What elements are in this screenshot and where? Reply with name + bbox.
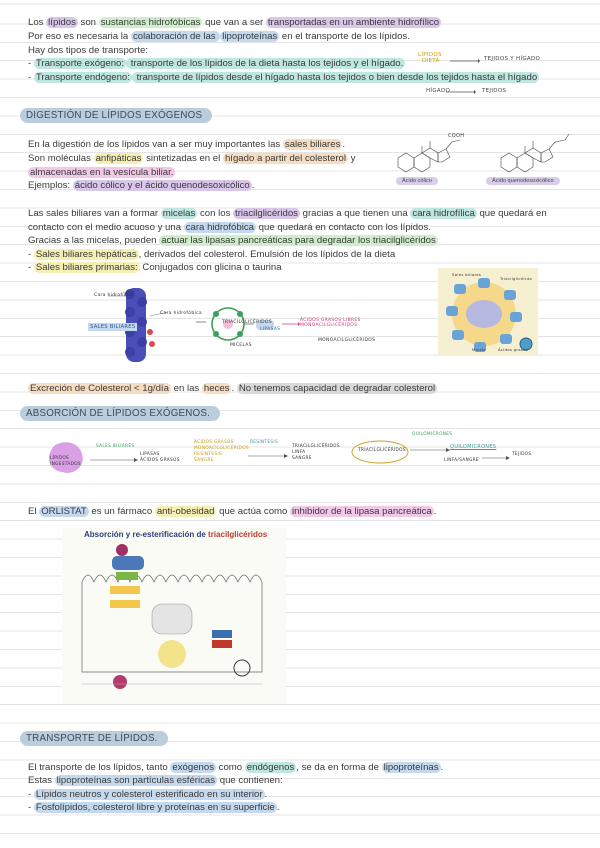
intro-line-5: - Transporte endógeno: transporte de lípidos desde el hígado hasta los tejidos o bien desde los tejidos hasta el hígado [28,72,538,83]
section-title-absorption: ABSORCIÓN DE LÍPIDOS EXÓGENOS. [20,406,220,421]
flow-resintesis: RESINTESIS [250,440,278,445]
flow-arrow-1 [90,446,138,468]
transport-line-1: El transporte de los lípidos, tanto exógenos como endógenos , se da en forma de lipoproteínas . [28,762,444,773]
transport-line-4: - Fosfolípidos, colesterol libre y proteínas en su superficie . [28,802,280,813]
note-monoacilgliceridos: MONOACILGLICÉRIDOS [318,338,376,343]
flow-triacilgliceridos-2: TRIACILGLICÉRIDOS [358,448,406,453]
intro-line-2: Por eso es necesaria la colaboración de las lipoproteínas en el transporte de los lípidos. [28,31,410,42]
flow-sales-biliares: SALES BILIARES [96,444,135,449]
arrow-icon [450,58,480,64]
flow-arrow-2 [248,444,288,464]
transport-line-3: - Lípidos neutros y colesterol esterificado en su interior . [28,789,268,800]
intro-line-1: Los lípidos son sustancias hidrofóbicas que van a ser transportadas en un ambiente hidrofílico [28,17,440,28]
note-micelas: MICELAS [230,343,252,348]
note-tejidos: TEJIDOS [482,88,507,94]
transport-line-2: Estas lipoproteínas son partículas esféricas que contienen: [28,775,283,786]
chenodeoxycholic-acid-structure [495,130,575,176]
intro-line-3: Hay dos tipos de transporte: [28,45,148,56]
digestion-line-7: Gracias a las micelas, pueden actuar las lipasas pancreáticas para degradar los triacilglicéridos [28,235,436,246]
digestion-line-3: almacenadas en la vesícula biliar. [30,167,174,178]
digestion-line-1: En la digestión de los lípidos van a ser muy importantes las sales biliares . [28,139,346,150]
arrow-icon [446,89,476,95]
flow-linfa-sangre: LINFA/SANGRE [444,458,479,463]
note-lipidos-dieta: LÍPIDOS DIETA [418,52,442,64]
arrow-icon [282,318,300,330]
note-higado: HÍGADO [426,88,451,94]
intro-line-4: - Transporte exógeno: transporte de los lípidos de la dieta hasta los tejidos y el hígado. [28,58,404,69]
digestion-line-5: Las sales biliares van a formar micelas con los triacilglicéridos gracias a que tienen una cara hidrofílica que quedará en [28,208,547,219]
flow-arrow-3 [410,436,450,456]
excretion-line: Excreción de Colesterol < 1g/día en las heces . No tenemos capacidad de degradar colesterol [30,383,436,394]
flow-quilomicrones: QUILOMICRONES [450,444,497,450]
digestion-line-8: - Sales biliares hepáticas , derivados del colesterol. Emulsión de los lípidos de la dieta [28,249,396,260]
flow-lipidos-ingestados: LÍPIDOS INGESTADOS [50,456,81,467]
digestion-line-2: Son moléculas anfipáticas sintetizadas en el hígado a partir del colesterol y [28,153,356,164]
digestion-line-4: Ejemplos: ácido cólico y el ácido quenodesoxicólico . [28,180,255,191]
note-acidos-grasos-libres: ÁCIDOS GRASOS LIBRES MONOACILGLICÉRIDOS [300,318,361,328]
section-title-transport: TRANSPORTE DE LÍPIDOS. [20,731,168,746]
flow-lipasas: LIPASAS ÁCIDOS GRASOS [140,452,180,463]
fig-label-hydrophilic: Cara hidrofílica [94,293,133,298]
micelle-illustration [438,268,538,356]
molecule-label-cholic: Ácido cólico [396,177,438,185]
flow-arrow-4 [482,452,510,464]
enterocyte-diagram [62,542,286,702]
flow-triacilgliceridos: TRIACILGLICÉRIDOS LINFA SANGRE [292,444,340,461]
fig-label-hydrophobic: Cara hidrofóbica [160,311,202,316]
cooh-label: COOH [448,133,465,139]
note-lipasas: LIPASAS [260,327,281,332]
flow-tejidos: TEJIDOS [512,452,532,457]
note-tejidos-higado: TEJIDOS Y HÍGADO [484,56,541,62]
orlistat-line: El ORLISTAT es un fármaco anti-obesidad que actúa como inhibidor de la lipasa pancreática . [28,506,437,517]
fig-label-triacilglicerido: Triacilglicérido [500,276,532,281]
absorption-figure [62,528,286,704]
flow-quilomicrones-note: QUILOMICRONES [412,432,453,437]
flow-acidos-grasos: ÁCIDOS GRASOS MONOACILGLICÉRIDOS RESINTESIS SANGRE [194,440,249,463]
fig-label-sales-biliares: Sales biliares [452,272,482,277]
note-triacilgliceridos: TRIACILGLICÉRIDOS [222,320,272,325]
digestion-line-9: - Sales biliares primarias: Conjugados con glicina o taurina [28,262,282,273]
section-title-digestion: DIGESTIÓN DE LÍPIDOS EXÓGENOS [20,108,212,123]
molecule-label-chenodeoxycholic: Ácido quenodesoxicólico [486,177,560,185]
note-sales-biliares: SALES BILIARES [90,324,136,330]
digestion-line-6: contacto con el medio acuoso y una cara hidrofóbica que quedará en contacto con los lípidos. [28,222,431,233]
absorption-figure-title: Absorción y re-esterificación de triacilglicéridos [84,530,268,539]
fig-label-micela: Micela [472,347,486,352]
fig-label-acidos-grasos: Ácidos grasos [498,347,529,352]
